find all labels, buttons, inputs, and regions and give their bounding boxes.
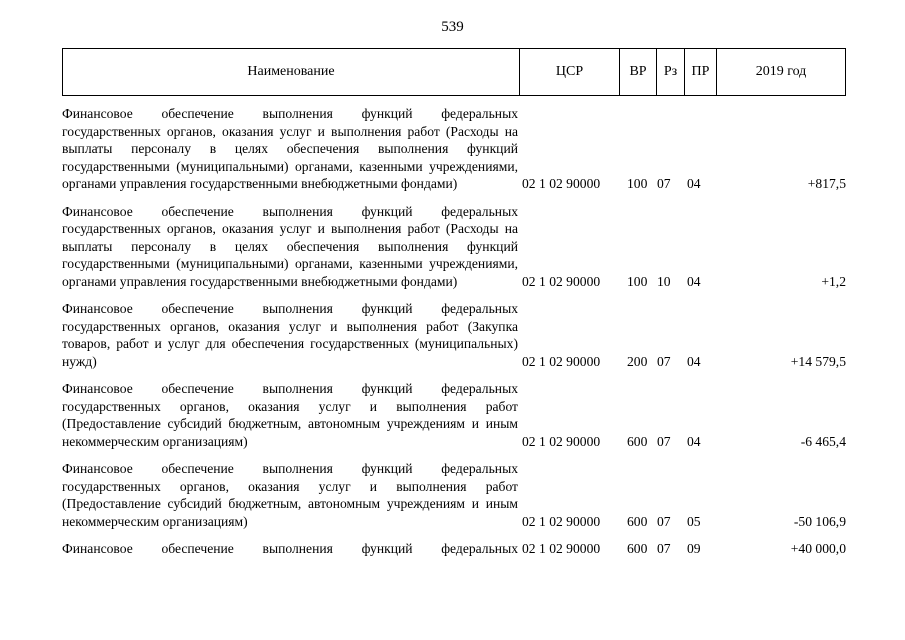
row-csr: 02 1 02 90000 [522, 513, 601, 529]
table-row [62, 460, 846, 530]
row-amount: +1,2 [821, 273, 846, 289]
row-pr: 04 [687, 353, 701, 369]
row-name: Финансовое обеспечение выполнения функций федеральных государственных органов, оказания услуг и выполнения работ (Расходы на выплаты персоналу в целях обеспечения выполнения функций государственными (муниципальными) органами, казенными учреждениями, органами управления государственными внебюджетными фондами) [62, 203, 518, 289]
row-rz: 07 [657, 353, 671, 369]
table-header [62, 48, 846, 96]
row-vr: 200 [627, 353, 648, 369]
table-row [62, 540, 846, 558]
row-amount: +14 579,5 [790, 353, 846, 369]
row-pr: 09 [687, 541, 701, 556]
table-row [62, 300, 846, 370]
row-csr: 02 1 02 90000 [522, 273, 601, 289]
header-csr: ЦСР [520, 49, 620, 95]
row-amount: -6 465,4 [800, 433, 846, 449]
page-number: 539 [441, 19, 464, 35]
row-vr: 600 [627, 541, 648, 556]
row-name: Финансовое обеспечение выполнения функций федеральных государственных органов, оказания услуг и выполнения работ (Расходы на выплаты персоналу в целях обеспечения выполнения функций государственными (муниципальными) органами, казенными учреждениями, органами управления государственными внебюджетными фондами) [62, 106, 518, 191]
header-rz: Рз [657, 49, 685, 95]
row-vr: 600 [627, 513, 648, 529]
row-vr: 100 [627, 176, 648, 191]
table-row [62, 203, 846, 291]
row-pr: 05 [687, 513, 701, 529]
row-rz: 10 [657, 273, 671, 289]
row-csr: 02 1 02 90000 [522, 541, 601, 556]
header-pr: ПР [685, 49, 717, 95]
row-pr: 04 [687, 273, 701, 289]
row-name: Финансовое обеспечение выполнения функций федеральных [62, 541, 518, 556]
row-name: Финансовое обеспечение выполнения функций федеральных государственных органов, оказания услуг и выполнения работ (Предоставление субсидий бюджетным, автономным учреждениям и иным некоммерческим организациям) [62, 381, 518, 449]
header-vr: ВР [620, 49, 657, 95]
row-amount: -50 106,9 [793, 513, 846, 529]
row-pr: 04 [687, 433, 701, 449]
row-amount: +817,5 [807, 176, 846, 191]
row-amount: +40 000,0 [790, 541, 846, 556]
row-vr: 100 [627, 273, 648, 289]
row-pr: 04 [687, 176, 701, 191]
row-name: Финансовое обеспечение выполнения функций федеральных государственных органов, оказания услуг и выполнения работ (Предоставление субсидий бюджетным, автономным учреждениям и иным некоммерческим организациям) [62, 461, 518, 529]
row-rz: 07 [657, 433, 671, 449]
row-csr: 02 1 02 90000 [522, 353, 601, 369]
row-name: Финансовое обеспечение выполнения функций федеральных государственных органов, оказания услуг и выполнения работ (Закупка товаров, работ и услуг для обеспечения государственных (муниципальных) нужд) [62, 301, 518, 369]
header-name: Наименование [63, 49, 520, 95]
header-year: 2019 год [755, 64, 807, 79]
row-csr: 02 1 02 90000 [522, 433, 601, 449]
row-rz: 07 [657, 176, 671, 191]
row-rz: 07 [657, 513, 671, 529]
row-rz: 07 [657, 541, 671, 556]
row-csr: 02 1 02 90000 [522, 176, 601, 191]
table-row [62, 105, 846, 193]
table-body [62, 105, 846, 568]
row-vr: 600 [627, 433, 648, 449]
table-row [62, 380, 846, 450]
